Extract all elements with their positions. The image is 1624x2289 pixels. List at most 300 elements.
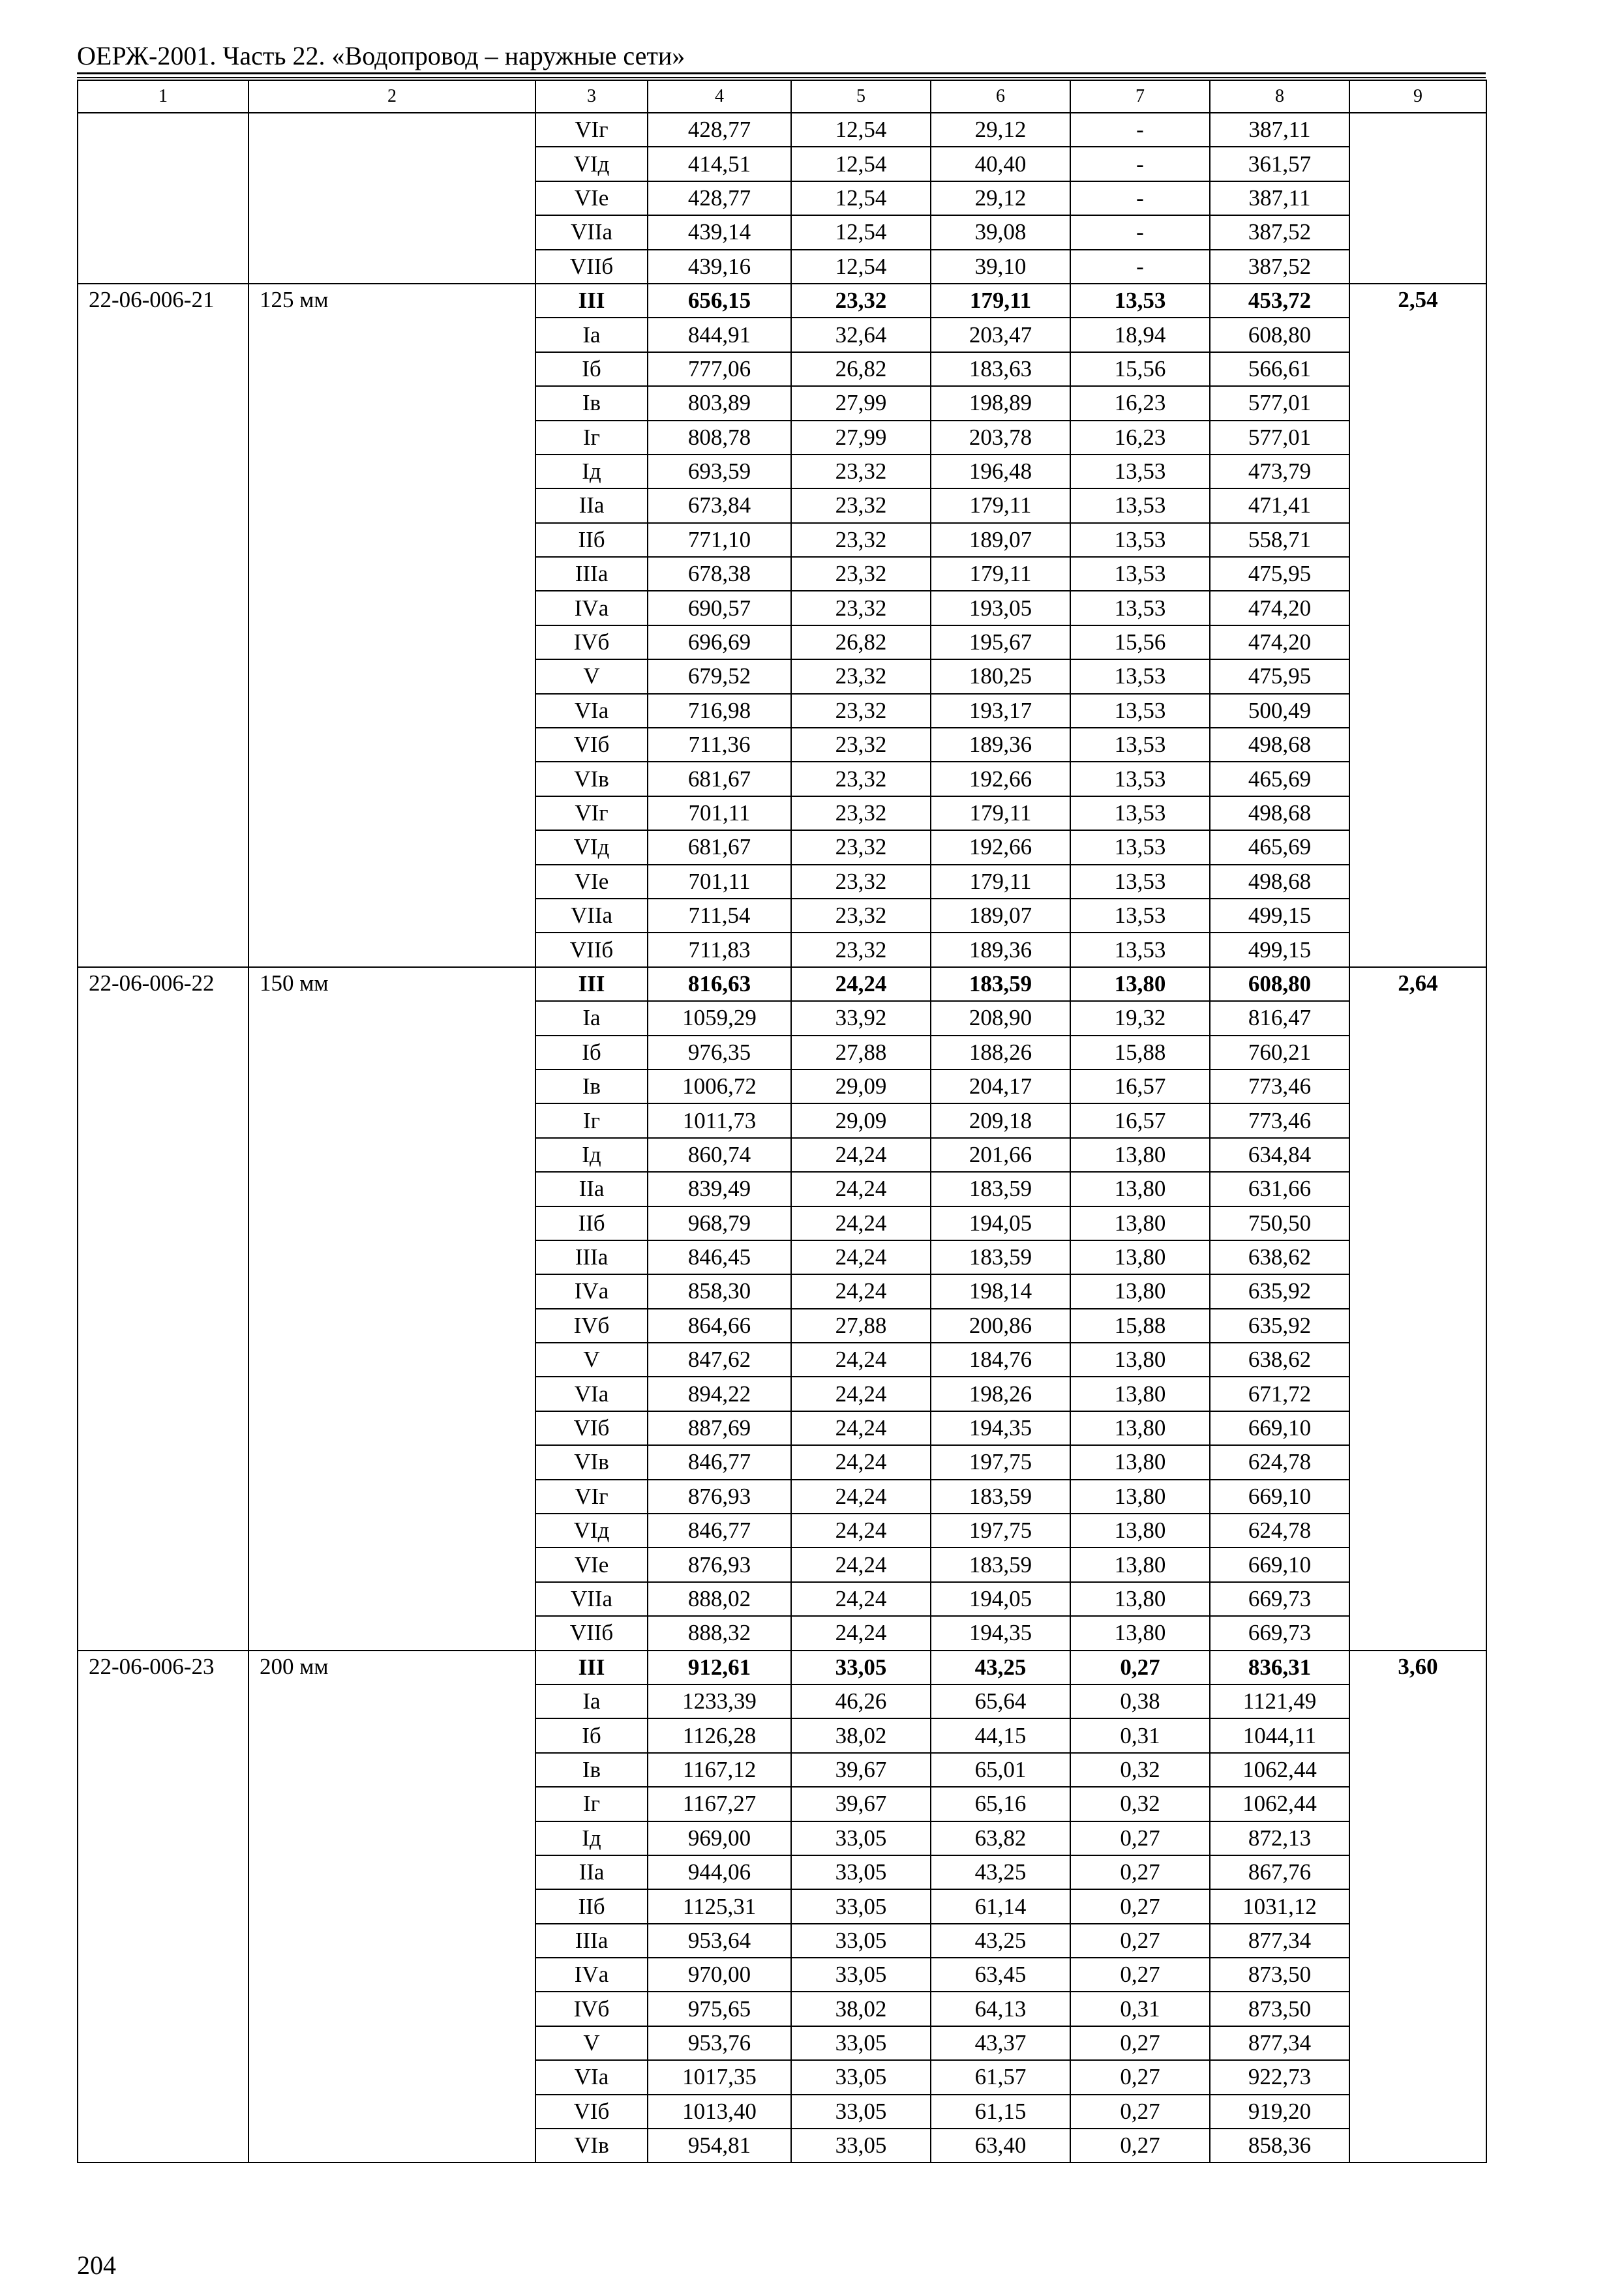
zone-cell: Iб: [535, 352, 648, 386]
value-cell: 192,66: [931, 762, 1070, 796]
value-cell: 183,59: [931, 1172, 1070, 1206]
value-cell: 0,27: [1070, 2060, 1210, 2094]
value-cell: 184,76: [931, 1343, 1070, 1377]
column-number-cell: 3: [535, 80, 648, 113]
value-cell: 577,01: [1210, 386, 1349, 420]
value-cell: 27,88: [791, 1309, 931, 1343]
zone-cell: VIг: [535, 113, 648, 147]
value-cell: 471,41: [1210, 488, 1349, 522]
zone-cell: III: [535, 967, 648, 1001]
value-cell: 1233,39: [648, 1684, 791, 1718]
value-cell: -: [1070, 147, 1210, 181]
value-cell: 39,08: [931, 215, 1070, 249]
rate-code-cell: [78, 113, 248, 284]
value-cell: 13,53: [1070, 523, 1210, 557]
zone-cell: IVб: [535, 1992, 648, 2026]
value-cell: 711,83: [648, 933, 791, 966]
value-cell: 773,46: [1210, 1103, 1349, 1137]
value-cell: 912,61: [648, 1651, 791, 1684]
value-cell: 500,49: [1210, 694, 1349, 728]
value-cell: 29,09: [791, 1070, 931, 1103]
value-cell: 23,32: [791, 694, 931, 728]
value-cell: 638,62: [1210, 1240, 1349, 1274]
page-number: 204: [77, 2251, 116, 2280]
value-cell: 858,36: [1210, 2129, 1349, 2162]
column-number-cell: 2: [248, 80, 535, 113]
value-cell: 701,11: [648, 865, 791, 899]
value-cell: -: [1070, 250, 1210, 284]
value-cell: 65,64: [931, 1684, 1070, 1718]
zone-cell: VIе: [535, 181, 648, 215]
value-cell: 201,66: [931, 1138, 1070, 1172]
value-cell: 24,24: [791, 967, 931, 1001]
value-cell: 194,35: [931, 1411, 1070, 1445]
value-cell: 197,75: [931, 1514, 1070, 1548]
value-cell: 975,65: [648, 1992, 791, 2026]
value-cell: 23,32: [791, 455, 931, 488]
value-cell: 624,78: [1210, 1445, 1349, 1479]
zone-cell: VIг: [535, 1480, 648, 1514]
value-cell: 13,53: [1070, 865, 1210, 899]
value-cell: 23,32: [791, 728, 931, 762]
value-cell: 1167,27: [648, 1787, 791, 1821]
value-cell: 887,69: [648, 1411, 791, 1445]
value-cell: 13,80: [1070, 1445, 1210, 1479]
value-cell: 944,06: [648, 1855, 791, 1889]
value-cell: 777,06: [648, 352, 791, 386]
value-cell: 183,59: [931, 967, 1070, 1001]
value-cell: 192,66: [931, 830, 1070, 864]
value-cell: 24,24: [791, 1411, 931, 1445]
value-cell: 13,80: [1070, 1343, 1210, 1377]
value-cell: 864,66: [648, 1309, 791, 1343]
value-cell: 656,15: [648, 284, 791, 318]
value-cell: 0,32: [1070, 1753, 1210, 1787]
value-cell: 877,34: [1210, 2026, 1349, 2060]
value-cell: 635,92: [1210, 1309, 1349, 1343]
value-cell: 179,11: [931, 488, 1070, 522]
value-cell: 13,53: [1070, 659, 1210, 693]
value-cell: 13,53: [1070, 694, 1210, 728]
value-cell: -: [1070, 113, 1210, 147]
zone-cell: IVб: [535, 625, 648, 659]
value-cell: 678,38: [648, 557, 791, 591]
value-cell: 919,20: [1210, 2095, 1349, 2129]
value-cell: 858,30: [648, 1274, 791, 1308]
value-cell: 12,54: [791, 250, 931, 284]
value-cell: 1006,72: [648, 1070, 791, 1103]
value-cell: 669,10: [1210, 1548, 1349, 1581]
value-cell: 189,07: [931, 899, 1070, 933]
zone-cell: Iв: [535, 1753, 648, 1787]
value-cell: 16,57: [1070, 1103, 1210, 1137]
value-cell: 29,12: [931, 113, 1070, 147]
value-cell: 13,80: [1070, 1172, 1210, 1206]
value-cell: 0,27: [1070, 1889, 1210, 1923]
value-cell: 681,67: [648, 830, 791, 864]
coefficient-cell: 2,54: [1349, 284, 1486, 967]
value-cell: 873,50: [1210, 1958, 1349, 1992]
zone-cell: VIб: [535, 1411, 648, 1445]
value-cell: 26,82: [791, 625, 931, 659]
value-cell: 13,53: [1070, 728, 1210, 762]
zone-cell: Iа: [535, 1684, 648, 1718]
column-number-cell: 8: [1210, 80, 1349, 113]
value-cell: 195,67: [931, 625, 1070, 659]
value-cell: 1125,31: [648, 1889, 791, 1923]
value-cell: 63,82: [931, 1821, 1070, 1855]
value-cell: 716,98: [648, 694, 791, 728]
value-cell: 13,53: [1070, 796, 1210, 830]
zone-cell: VIг: [535, 796, 648, 830]
value-cell: 13,80: [1070, 1411, 1210, 1445]
value-cell: 27,88: [791, 1036, 931, 1070]
value-cell: 197,75: [931, 1445, 1070, 1479]
value-cell: 1126,28: [648, 1718, 791, 1752]
value-cell: 711,36: [648, 728, 791, 762]
value-cell: 38,02: [791, 1718, 931, 1752]
value-cell: 773,46: [1210, 1070, 1349, 1103]
value-cell: 194,35: [931, 1616, 1070, 1650]
zone-cell: IIб: [535, 1889, 648, 1923]
value-cell: 15,56: [1070, 625, 1210, 659]
value-cell: 16,23: [1070, 386, 1210, 420]
value-cell: 63,45: [931, 1958, 1070, 1992]
value-cell: 43,25: [931, 1855, 1070, 1889]
value-cell: 204,17: [931, 1070, 1070, 1103]
value-cell: 361,57: [1210, 147, 1349, 181]
value-cell: 198,14: [931, 1274, 1070, 1308]
value-cell: 428,77: [648, 181, 791, 215]
value-cell: 16,57: [1070, 1070, 1210, 1103]
value-cell: 1059,29: [648, 1001, 791, 1035]
value-cell: 439,14: [648, 215, 791, 249]
zone-cell: IIIа: [535, 1924, 648, 1958]
value-cell: 61,57: [931, 2060, 1070, 2094]
value-cell: 387,52: [1210, 215, 1349, 249]
zone-cell: III: [535, 1651, 648, 1684]
value-cell: 711,54: [648, 899, 791, 933]
value-cell: 0,27: [1070, 1651, 1210, 1684]
value-cell: 0,27: [1070, 2026, 1210, 2060]
zone-cell: IVа: [535, 591, 648, 625]
value-cell: 696,69: [648, 625, 791, 659]
value-cell: 33,05: [791, 1958, 931, 1992]
value-cell: 180,25: [931, 659, 1070, 693]
value-cell: 836,31: [1210, 1651, 1349, 1684]
value-cell: 189,36: [931, 933, 1070, 966]
value-cell: 846,77: [648, 1514, 791, 1548]
value-cell: 558,71: [1210, 523, 1349, 557]
zone-cell: V: [535, 659, 648, 693]
zone-cell: VIа: [535, 2060, 648, 2094]
value-cell: 33,92: [791, 1001, 931, 1035]
value-cell: 33,05: [791, 2026, 931, 2060]
value-cell: 13,80: [1070, 1206, 1210, 1240]
value-cell: 24,24: [791, 1138, 931, 1172]
value-cell: 39,67: [791, 1753, 931, 1787]
value-cell: 194,05: [931, 1582, 1070, 1616]
zone-cell: IIа: [535, 1855, 648, 1889]
value-cell: 1062,44: [1210, 1753, 1349, 1787]
value-cell: 33,05: [791, 1924, 931, 1958]
zone-cell: VIб: [535, 728, 648, 762]
value-cell: 179,11: [931, 796, 1070, 830]
rate-name-cell: 125 мм: [248, 284, 535, 967]
value-cell: 189,36: [931, 728, 1070, 762]
value-cell: 179,11: [931, 284, 1070, 318]
coefficient-cell: [1349, 113, 1486, 284]
value-cell: 0,27: [1070, 1855, 1210, 1889]
value-cell: 465,69: [1210, 762, 1349, 796]
value-cell: 15,56: [1070, 352, 1210, 386]
value-cell: 803,89: [648, 386, 791, 420]
value-cell: 27,99: [791, 421, 931, 455]
zone-cell: Iг: [535, 421, 648, 455]
zone-cell: VIа: [535, 1377, 648, 1411]
value-cell: 23,32: [791, 762, 931, 796]
value-cell: 24,24: [791, 1172, 931, 1206]
zone-cell: VIIб: [535, 1616, 648, 1650]
value-cell: 24,24: [791, 1514, 931, 1548]
column-number-cell: 9: [1349, 80, 1486, 113]
value-cell: 669,10: [1210, 1480, 1349, 1514]
value-cell: 0,27: [1070, 1958, 1210, 1992]
value-cell: 1017,35: [648, 2060, 791, 2094]
value-cell: 634,84: [1210, 1138, 1349, 1172]
value-cell: 1044,11: [1210, 1718, 1349, 1752]
value-cell: 24,24: [791, 1582, 931, 1616]
value-cell: 33,05: [791, 1889, 931, 1923]
value-cell: 839,49: [648, 1172, 791, 1206]
value-cell: 0,32: [1070, 1787, 1210, 1821]
value-cell: 387,11: [1210, 113, 1349, 147]
rate-code-cell: 22-06-006-21: [78, 284, 248, 967]
value-cell: 669,73: [1210, 1616, 1349, 1650]
column-number-cell: 4: [648, 80, 791, 113]
value-cell: 1011,73: [648, 1103, 791, 1137]
value-cell: 673,84: [648, 488, 791, 522]
value-cell: 498,68: [1210, 865, 1349, 899]
value-cell: 13,53: [1070, 557, 1210, 591]
value-cell: 690,57: [648, 591, 791, 625]
value-cell: 46,26: [791, 1684, 931, 1718]
zone-cell: Iд: [535, 455, 648, 488]
zone-cell: VIв: [535, 1445, 648, 1479]
zone-cell: VIа: [535, 694, 648, 728]
coefficient-cell: 3,60: [1349, 1651, 1486, 2163]
value-cell: 15,88: [1070, 1036, 1210, 1070]
price-table: [77, 80, 1487, 2163]
value-cell: 608,80: [1210, 318, 1349, 352]
value-cell: 13,53: [1070, 284, 1210, 318]
value-cell: 43,37: [931, 2026, 1070, 2060]
value-cell: 877,34: [1210, 1924, 1349, 1958]
value-cell: 1121,49: [1210, 1684, 1349, 1718]
value-cell: 669,10: [1210, 1411, 1349, 1445]
zone-cell: V: [535, 1343, 648, 1377]
zone-cell: III: [535, 284, 648, 318]
value-cell: 13,53: [1070, 455, 1210, 488]
page-header-title: ОЕРЖ-2001. Часть 22. «Водопровод – наружные сети»: [77, 41, 685, 70]
value-cell: 473,79: [1210, 455, 1349, 488]
value-cell: 498,68: [1210, 728, 1349, 762]
value-cell: 12,54: [791, 215, 931, 249]
rate-name-cell: [248, 113, 535, 284]
value-cell: 183,63: [931, 352, 1070, 386]
value-cell: 203,78: [931, 421, 1070, 455]
zone-cell: VIIа: [535, 899, 648, 933]
value-cell: 183,59: [931, 1548, 1070, 1581]
value-cell: 453,72: [1210, 284, 1349, 318]
value-cell: 671,72: [1210, 1377, 1349, 1411]
value-cell: 888,32: [648, 1616, 791, 1650]
value-cell: 635,92: [1210, 1274, 1349, 1308]
zone-cell: Iд: [535, 1138, 648, 1172]
rate-name-cell: 200 мм: [248, 1651, 535, 2163]
value-cell: 193,05: [931, 591, 1070, 625]
value-cell: 0,27: [1070, 2095, 1210, 2129]
value-cell: 65,01: [931, 1753, 1070, 1787]
zone-cell: V: [535, 2026, 648, 2060]
value-cell: 33,05: [791, 1821, 931, 1855]
value-cell: 475,95: [1210, 659, 1349, 693]
value-cell: 953,64: [648, 1924, 791, 1958]
value-cell: 183,59: [931, 1240, 1070, 1274]
value-cell: 13,80: [1070, 1514, 1210, 1548]
zone-cell: Iг: [535, 1787, 648, 1821]
value-cell: 44,15: [931, 1718, 1070, 1752]
value-cell: 13,80: [1070, 1240, 1210, 1274]
value-cell: 846,45: [648, 1240, 791, 1274]
value-cell: 29,12: [931, 181, 1070, 215]
value-cell: 33,05: [791, 2129, 931, 2162]
zone-cell: VIб: [535, 2095, 648, 2129]
table-row-base: [78, 1651, 1486, 1684]
value-cell: 16,23: [1070, 421, 1210, 455]
zone-cell: Iв: [535, 1070, 648, 1103]
zone-cell: VIв: [535, 762, 648, 796]
value-cell: 198,89: [931, 386, 1070, 420]
zone-cell: IIа: [535, 1172, 648, 1206]
value-cell: 808,78: [648, 421, 791, 455]
value-cell: 1167,12: [648, 1753, 791, 1787]
column-number-cell: 1: [78, 80, 248, 113]
value-cell: 23,32: [791, 796, 931, 830]
table-row-base: [78, 284, 1486, 318]
value-cell: 63,40: [931, 2129, 1070, 2162]
value-cell: 750,50: [1210, 1206, 1349, 1240]
value-cell: 499,15: [1210, 899, 1349, 933]
zone-cell: IVб: [535, 1309, 648, 1343]
value-cell: 844,91: [648, 318, 791, 352]
value-cell: 61,15: [931, 2095, 1070, 2129]
value-cell: 475,95: [1210, 557, 1349, 591]
value-cell: 24,24: [791, 1480, 931, 1514]
rate-code-cell: 22-06-006-23: [78, 1651, 248, 2163]
value-cell: 18,94: [1070, 318, 1210, 352]
value-cell: 13,80: [1070, 1616, 1210, 1650]
value-cell: 679,52: [648, 659, 791, 693]
value-cell: 13,80: [1070, 1582, 1210, 1616]
value-cell: 23,32: [791, 557, 931, 591]
value-cell: 876,93: [648, 1548, 791, 1581]
value-cell: 33,05: [791, 2060, 931, 2094]
value-cell: 566,61: [1210, 352, 1349, 386]
value-cell: 32,64: [791, 318, 931, 352]
value-cell: 0,38: [1070, 1684, 1210, 1718]
column-number-row: [78, 80, 1486, 113]
value-cell: 13,80: [1070, 1138, 1210, 1172]
value-cell: 23,32: [791, 830, 931, 864]
value-cell: 43,25: [931, 1651, 1070, 1684]
value-cell: 23,32: [791, 933, 931, 966]
value-cell: 19,32: [1070, 1001, 1210, 1035]
value-cell: 24,24: [791, 1548, 931, 1581]
value-cell: 196,48: [931, 455, 1070, 488]
value-cell: 0,27: [1070, 1924, 1210, 1958]
value-cell: 33,05: [791, 2095, 931, 2129]
value-cell: 1013,40: [648, 2095, 791, 2129]
value-cell: 193,17: [931, 694, 1070, 728]
value-cell: 608,80: [1210, 967, 1349, 1001]
value-cell: 428,77: [648, 113, 791, 147]
zone-cell: Iв: [535, 386, 648, 420]
value-cell: 12,54: [791, 181, 931, 215]
value-cell: 0,27: [1070, 1821, 1210, 1855]
coefficient-cell: 2,64: [1349, 967, 1486, 1651]
value-cell: 23,32: [791, 284, 931, 318]
value-cell: 24,24: [791, 1274, 931, 1308]
value-cell: 816,47: [1210, 1001, 1349, 1035]
rate-code-cell: 22-06-006-22: [78, 967, 248, 1651]
zone-cell: VIд: [535, 147, 648, 181]
zone-cell: VIIа: [535, 1582, 648, 1616]
value-cell: 209,18: [931, 1103, 1070, 1137]
column-number-cell: 6: [931, 80, 1070, 113]
value-cell: 387,52: [1210, 250, 1349, 284]
value-cell: 873,50: [1210, 1992, 1349, 2026]
zone-cell: Iб: [535, 1036, 648, 1070]
zone-cell: Iа: [535, 1001, 648, 1035]
value-cell: 23,32: [791, 865, 931, 899]
value-cell: 876,93: [648, 1480, 791, 1514]
value-cell: 208,90: [931, 1001, 1070, 1035]
zone-cell: VIе: [535, 865, 648, 899]
zone-cell: IVа: [535, 1274, 648, 1308]
value-cell: 13,53: [1070, 488, 1210, 522]
value-cell: 33,05: [791, 1651, 931, 1684]
value-cell: 33,05: [791, 1855, 931, 1889]
value-cell: 13,80: [1070, 1377, 1210, 1411]
value-cell: 23,32: [791, 659, 931, 693]
price-table-body: [78, 80, 1486, 2162]
zone-cell: VIIб: [535, 933, 648, 966]
value-cell: 13,80: [1070, 967, 1210, 1001]
zone-cell: IIIа: [535, 557, 648, 591]
value-cell: 701,11: [648, 796, 791, 830]
value-cell: 860,74: [648, 1138, 791, 1172]
zone-cell: IIб: [535, 523, 648, 557]
value-cell: 0,27: [1070, 2129, 1210, 2162]
zone-cell: Iб: [535, 1718, 648, 1752]
value-cell: 474,20: [1210, 625, 1349, 659]
value-cell: 13,53: [1070, 762, 1210, 796]
value-cell: 816,63: [648, 967, 791, 1001]
value-cell: 61,14: [931, 1889, 1070, 1923]
value-cell: 638,62: [1210, 1343, 1349, 1377]
header-rule: [77, 72, 1486, 74]
